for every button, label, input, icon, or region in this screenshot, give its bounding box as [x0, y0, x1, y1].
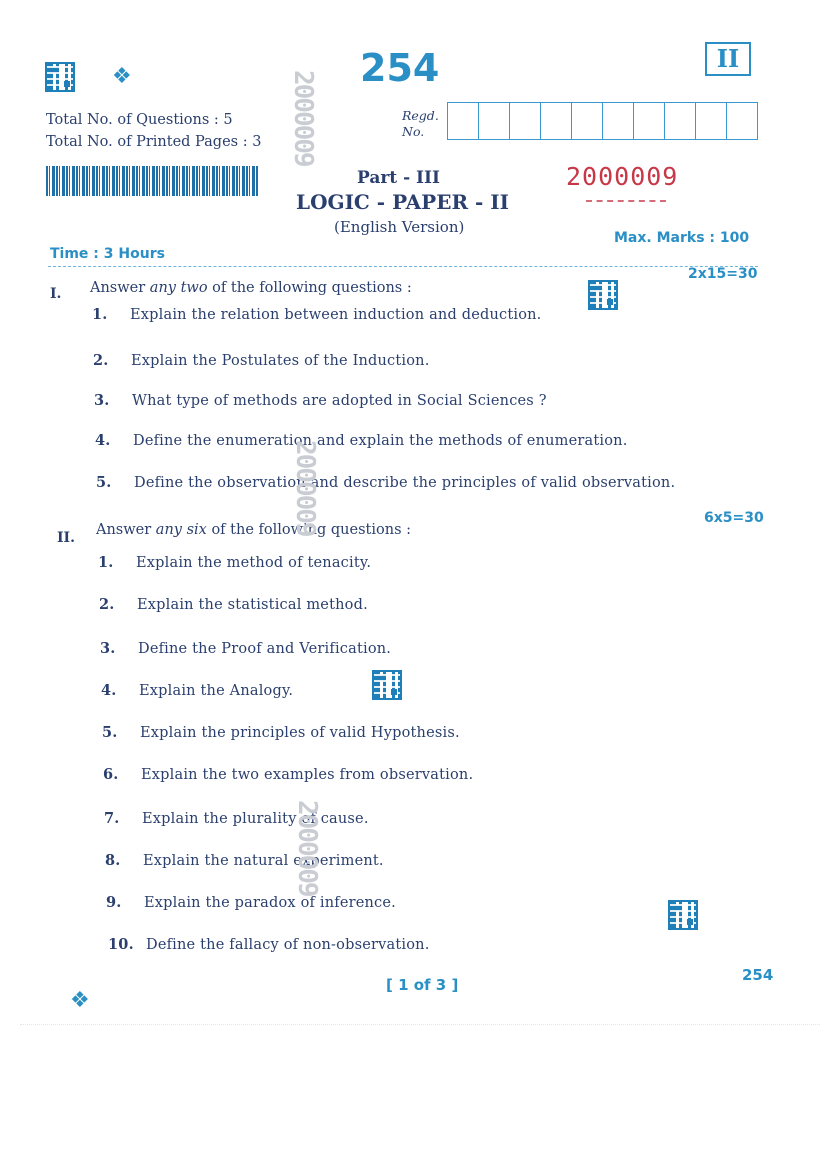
question-1-3-text: What type of methods are adopted in Social Sciences ?	[132, 393, 547, 409]
qr-code-top-left	[45, 62, 75, 92]
question-1-5-number: 5.	[96, 474, 112, 491]
serial-watermark-bottom: 2000009	[292, 800, 322, 896]
version-label: (English Version)	[334, 218, 465, 236]
question-2-7-text: Explain the plurality of cause.	[142, 811, 369, 827]
question-2-1-number: 1.	[98, 554, 114, 571]
question-1-4-text: Define the enumeration and explain the methods of enumeration.	[133, 433, 628, 449]
total-questions: Total No. of Questions : 5	[46, 112, 233, 128]
question-2-10-number: 10.	[108, 936, 134, 953]
section-1-label: I.	[50, 286, 62, 302]
question-2-3	[100, 640, 391, 657]
serial-number: 2000009	[566, 162, 679, 191]
serial-watermark-middle: 2000009	[290, 440, 320, 536]
question-1-3-number: 3.	[94, 392, 110, 409]
question-2-1-text: Explain the method of tenacity.	[136, 555, 372, 571]
question-2-10-text: Define the fallacy of non-observation.	[146, 937, 430, 953]
question-1-5-text: Define the observation and describe the principles of valid observation.	[134, 475, 676, 491]
question-2-9	[106, 894, 396, 911]
header-divider	[48, 266, 758, 267]
question-2-2-number: 2.	[99, 596, 115, 613]
qr-code-section-1	[588, 280, 618, 310]
question-1-3	[94, 392, 547, 409]
regd-number-boxes[interactable]	[448, 102, 758, 140]
section-1-instruction-pre: Answer	[90, 280, 150, 296]
question-2-8-number: 8.	[105, 852, 121, 869]
question-1-4-number: 4.	[95, 432, 111, 449]
set-label-box	[705, 42, 751, 76]
question-2-4-text: Explain the Analogy.	[139, 683, 294, 699]
regd-label-1: Regd.	[402, 108, 439, 123]
section-2-instruction-post: of the following questions :	[206, 522, 412, 538]
footer-paper-code: 254	[742, 966, 774, 984]
question-2-5-number: 5.	[102, 724, 118, 741]
section-2-instruction-pre: Answer	[96, 522, 156, 538]
question-1-2-text: Explain the Postulates of the Induction.	[131, 353, 430, 369]
question-1-2-number: 2.	[93, 352, 109, 369]
page-indicator: [ 1 of 3 ]	[386, 976, 459, 994]
section-1-instruction-post: of the following questions :	[207, 280, 412, 296]
question-2-5	[102, 724, 460, 741]
question-1-1-number: 1.	[92, 306, 108, 323]
diamond-icon-top: ❖	[112, 64, 132, 89]
question-2-4	[101, 682, 293, 699]
question-2-6-number: 6.	[103, 766, 119, 783]
barcode	[46, 166, 258, 196]
question-2-7	[104, 810, 369, 827]
question-1-5	[96, 474, 675, 491]
total-pages: Total No. of Printed Pages : 3	[46, 134, 262, 150]
serial-watermark-top: 2000009	[288, 70, 318, 166]
max-marks: Max. Marks : 100	[614, 230, 750, 246]
question-1-1-text: Explain the relation between induction and deduction.	[130, 307, 542, 323]
subject-title: LOGIC - PAPER - II	[296, 190, 510, 214]
question-1-2	[93, 352, 430, 369]
set-label: II	[716, 44, 740, 73]
question-2-9-number: 9.	[106, 894, 122, 911]
scan-edge-line	[20, 1024, 820, 1025]
question-2-6	[103, 766, 473, 783]
question-2-10	[108, 936, 430, 953]
question-2-9-text: Explain the paradox of inference.	[144, 895, 396, 911]
section-2-instruction-em: any six	[155, 522, 207, 538]
qr-code-bottom-right	[668, 900, 698, 930]
question-2-7-number: 7.	[104, 810, 120, 827]
question-2-1	[98, 554, 371, 571]
question-2-5-text: Explain the principles of valid Hypothesis.	[140, 725, 460, 741]
section-2-instruction	[96, 522, 411, 538]
serial-underline	[586, 200, 666, 202]
part-title: Part - III	[357, 168, 440, 188]
diamond-icon-bottom: ❖	[70, 988, 90, 1013]
question-1-1	[92, 306, 542, 323]
question-1-4	[95, 432, 628, 449]
question-2-8	[105, 852, 384, 869]
question-2-8-text: Explain the natural experiment.	[143, 853, 384, 869]
section-2-label: II.	[57, 530, 75, 546]
question-2-3-number: 3.	[100, 640, 116, 657]
question-2-6-text: Explain the two examples from observation.	[141, 767, 474, 783]
time-label: Time : 3 Hours	[50, 246, 165, 262]
question-2-3-text: Define the Proof and Verification.	[138, 641, 392, 657]
section-1-marks: 2x15=30	[688, 266, 758, 282]
section-1-instruction-em: any two	[149, 280, 208, 296]
qr-code-section-2	[372, 670, 402, 700]
question-2-2	[99, 596, 368, 613]
section-1-instruction	[90, 280, 412, 296]
question-2-4-number: 4.	[101, 682, 117, 699]
section-2-marks: 6x5=30	[704, 510, 764, 526]
paper-code: 254	[360, 46, 440, 90]
question-2-2-text: Explain the statistical method.	[137, 597, 368, 613]
regd-label-2: No.	[402, 124, 425, 139]
